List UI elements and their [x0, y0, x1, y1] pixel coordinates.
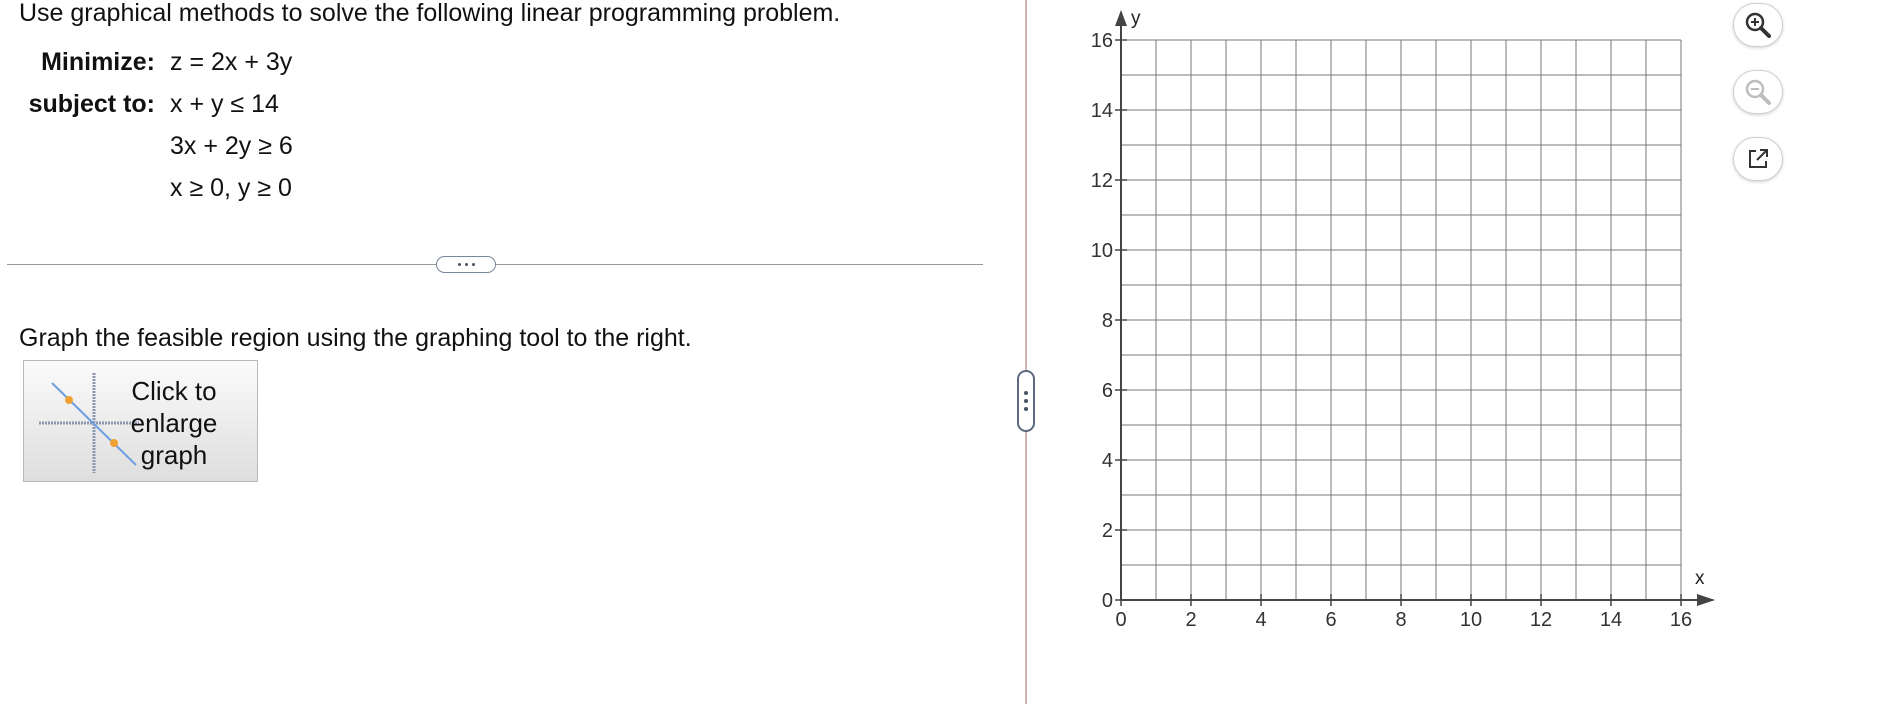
x-tick-label: 8: [1395, 609, 1407, 631]
coordinate-grid[interactable]: [1080, 0, 1740, 650]
y-axis-arrow: [1115, 10, 1127, 26]
x-tick-label: 16: [1669, 609, 1693, 631]
y-tick-label: 8: [1101, 310, 1113, 332]
y-tick-label: 0: [1101, 590, 1113, 612]
x-tick-label: 10: [1459, 609, 1483, 631]
x-tick-label: 2: [1185, 609, 1197, 631]
constraint-2: 3x + 2y ≥ 6: [170, 132, 293, 160]
x-tick-label: 14: [1599, 609, 1623, 631]
constraint-3: x ≥ 0, y ≥ 0: [170, 174, 292, 202]
minimize-label: Minimize:: [41, 48, 155, 76]
dot-icon: [1024, 399, 1028, 403]
expand-more-button[interactable]: [436, 256, 496, 273]
y-tick-label: 14: [1090, 100, 1113, 122]
zoom-out-button[interactable]: [1733, 70, 1783, 114]
x-axis-label: x: [1695, 568, 1705, 589]
y-tick-label: 16: [1090, 30, 1113, 52]
y-tick-label: 2: [1101, 520, 1113, 542]
pane-splitter[interactable]: [1025, 0, 1027, 704]
dot-icon: [1024, 407, 1028, 411]
x-tick-label: 4: [1255, 609, 1267, 631]
x-axis-arrow: [1697, 594, 1715, 606]
popout-button[interactable]: [1733, 137, 1783, 181]
y-tick-label: 6: [1101, 380, 1113, 402]
external-link-icon: [1744, 145, 1772, 173]
enlarge-line-2: enlarge: [130, 408, 218, 438]
zoom-in-icon: [1743, 10, 1773, 40]
y-tick-label: 4: [1101, 450, 1113, 472]
y-tick-label: 12: [1090, 170, 1113, 192]
dot-icon: [1024, 391, 1028, 395]
enlarge-line-1: Click to: [131, 376, 217, 406]
zoom-out-icon: [1743, 77, 1773, 107]
x-tick-label: 12: [1529, 609, 1553, 631]
y-axis-label: y: [1131, 8, 1141, 29]
graph-prompt: Graph the feasible region using the graphing tool to the right.: [19, 324, 692, 352]
dot-icon: [465, 263, 468, 266]
enlarge-line-3: graph: [140, 440, 208, 470]
zoom-in-button[interactable]: [1733, 3, 1783, 47]
x-tick-label: 6: [1325, 609, 1337, 631]
objective-function: z = 2x + 3y: [170, 48, 293, 76]
subject-to-label: subject to:: [28, 90, 155, 118]
instruction-text: Use graphical methods to solve the following linear programming problem.: [19, 0, 841, 27]
enlarge-graph-button[interactable]: [23, 360, 258, 482]
enlarge-graph-label: [99, 375, 249, 471]
dot-icon: [472, 263, 475, 266]
dot-icon: [458, 263, 461, 266]
splitter-handle[interactable]: [1017, 370, 1035, 432]
graphing-tool[interactable]: [1080, 0, 1740, 650]
y-tick-label: 10: [1090, 240, 1113, 262]
lp-problem: [0, 48, 600, 208]
x-tick-label: 0: [1115, 609, 1127, 631]
constraint-1: x + y ≤ 14: [170, 90, 279, 118]
